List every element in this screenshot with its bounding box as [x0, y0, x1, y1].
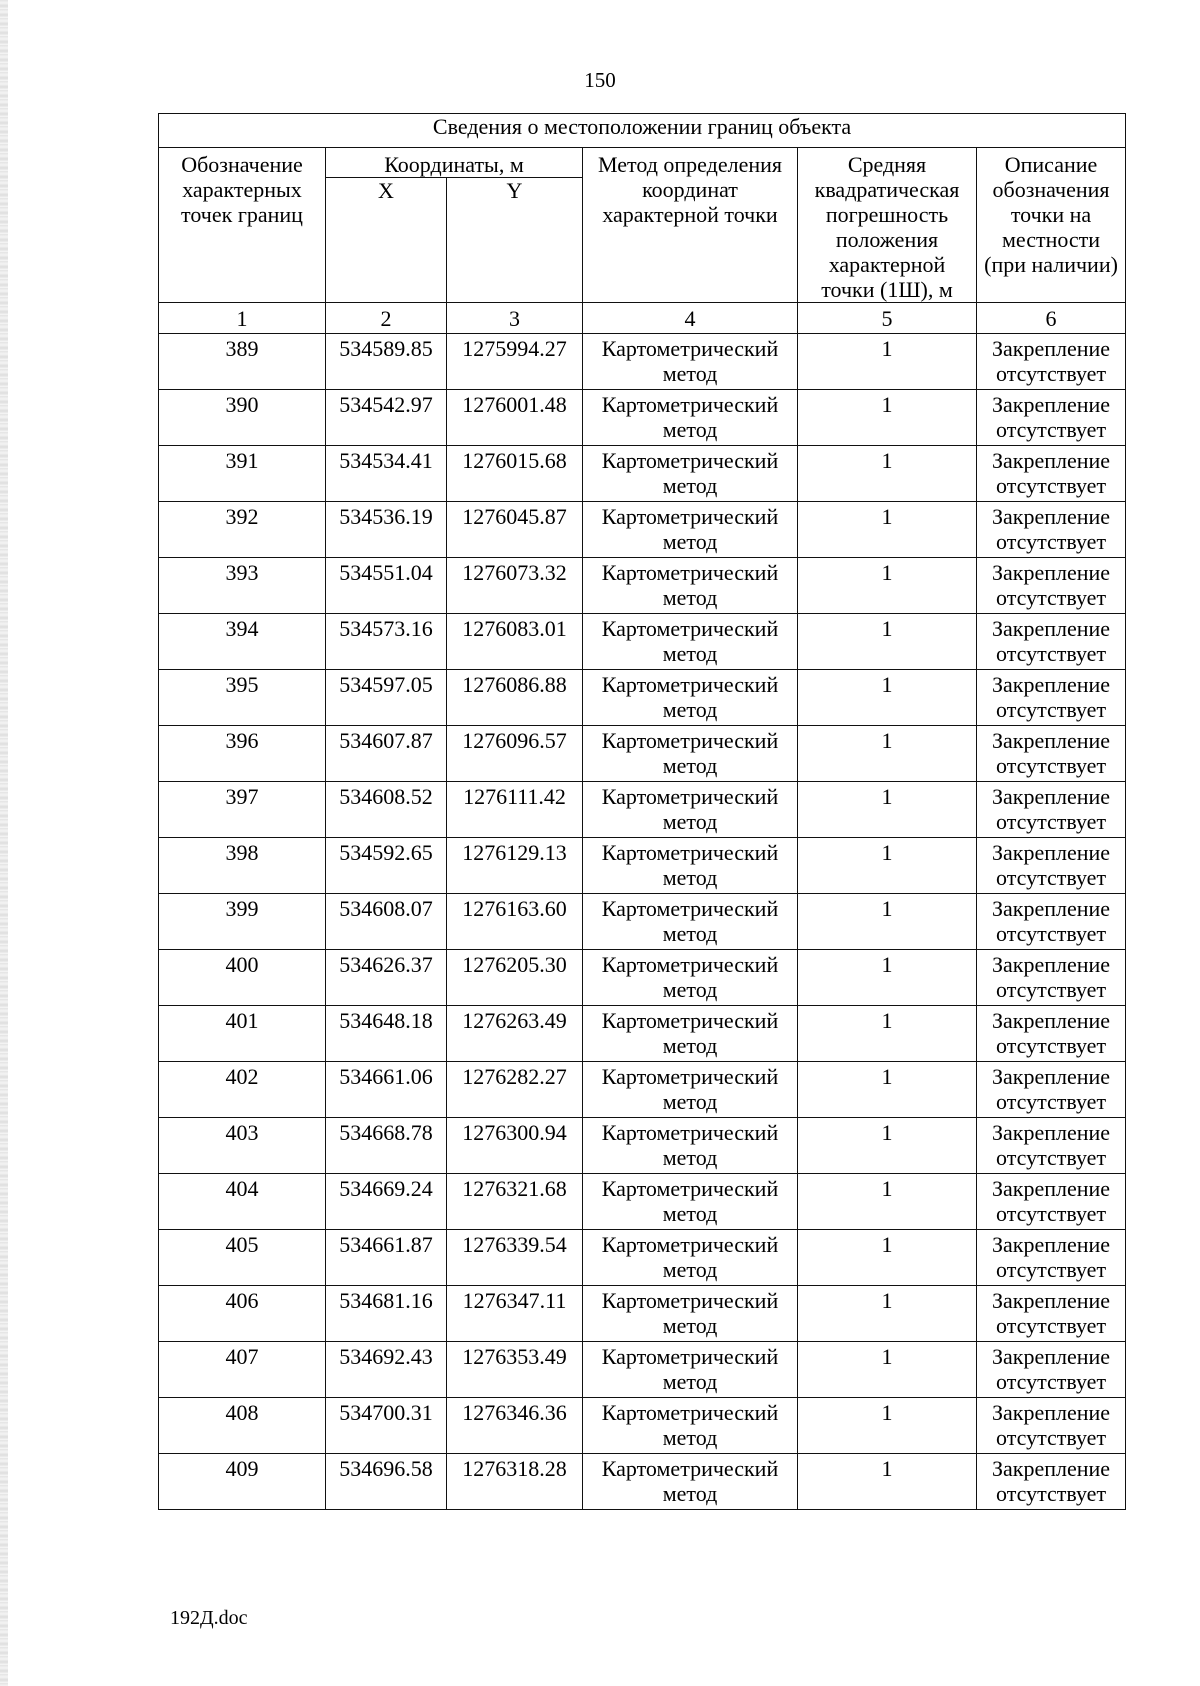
- x-coordinate-cell: 534592.65: [326, 838, 447, 894]
- point-id-cell: 402: [159, 1062, 326, 1118]
- method-cell: Картометрический метод: [583, 1398, 798, 1454]
- mean-error-cell: 1: [798, 614, 977, 670]
- y-coordinate-cell: 1275994.27: [447, 334, 583, 390]
- description-cell: Закрепление отсутствует: [977, 670, 1126, 726]
- table-title: Сведения о местоположении границ объекта: [159, 114, 1126, 148]
- y-coordinate-cell: 1276339.54: [447, 1230, 583, 1286]
- mean-error-cell: 1: [798, 1454, 977, 1510]
- mean-error-cell: 1: [798, 446, 977, 502]
- header-method: Метод определения координат характерной точки: [583, 148, 798, 303]
- table-row: [159, 838, 1126, 894]
- method-cell: Картометрический метод: [583, 558, 798, 614]
- point-id-cell: 393: [159, 558, 326, 614]
- description-cell: Закрепление отсутствует: [977, 726, 1126, 782]
- y-coordinate-cell: 1276347.11: [447, 1286, 583, 1342]
- point-id-cell: 409: [159, 1454, 326, 1510]
- description-cell: Закрепление отсутствует: [977, 950, 1126, 1006]
- table-row: [159, 1342, 1126, 1398]
- page-number: 150: [584, 68, 616, 92]
- mean-error-cell: 1: [798, 1118, 977, 1174]
- x-coordinate-cell: 534626.37: [326, 950, 447, 1006]
- y-coordinate-cell: 1276353.49: [447, 1342, 583, 1398]
- x-coordinate-cell: 534608.07: [326, 894, 447, 950]
- y-coordinate-cell: 1276073.32: [447, 558, 583, 614]
- description-cell: Закрепление отсутствует: [977, 894, 1126, 950]
- method-cell: Картометрический метод: [583, 894, 798, 950]
- method-cell: Картометрический метод: [583, 950, 798, 1006]
- header-coordinates: Координаты, м: [326, 148, 583, 178]
- x-coordinate-cell: 534597.05: [326, 670, 447, 726]
- y-coordinate-cell: 1276096.57: [447, 726, 583, 782]
- boundary-coordinates-table: [158, 113, 1126, 1510]
- mean-error-cell: 1: [798, 1174, 977, 1230]
- point-id-cell: 389: [159, 334, 326, 390]
- table-row: [159, 1174, 1126, 1230]
- x-coordinate-cell: 534669.24: [326, 1174, 447, 1230]
- table-row: [159, 670, 1126, 726]
- description-cell: Закрепление отсутствует: [977, 390, 1126, 446]
- method-cell: Картометрический метод: [583, 1062, 798, 1118]
- method-cell: Картометрический метод: [583, 782, 798, 838]
- point-id-cell: 401: [159, 1006, 326, 1062]
- point-id-cell: 394: [159, 614, 326, 670]
- point-id-cell: 397: [159, 782, 326, 838]
- mean-error-cell: 1: [798, 670, 977, 726]
- x-coordinate-cell: 534696.58: [326, 1454, 447, 1510]
- x-coordinate-cell: 534681.16: [326, 1286, 447, 1342]
- mean-error-cell: 1: [798, 1062, 977, 1118]
- x-coordinate-cell: 534589.85: [326, 334, 447, 390]
- point-id-cell: 392: [159, 502, 326, 558]
- header-mean-error: Средняя квадратическая погрешность положения характерной точки (1Ш), м: [798, 148, 977, 303]
- description-cell: Закрепление отсутствует: [977, 1006, 1126, 1062]
- method-cell: Картометрический метод: [583, 1286, 798, 1342]
- x-coordinate-cell: 534648.18: [326, 1006, 447, 1062]
- point-id-cell: 407: [159, 1342, 326, 1398]
- x-coordinate-cell: 534692.43: [326, 1342, 447, 1398]
- description-cell: Закрепление отсутствует: [977, 614, 1126, 670]
- point-id-cell: 405: [159, 1230, 326, 1286]
- mean-error-cell: 1: [798, 1342, 977, 1398]
- table-row: [159, 1062, 1126, 1118]
- description-cell: Закрепление отсутствует: [977, 1230, 1126, 1286]
- y-coordinate-cell: 1276263.49: [447, 1006, 583, 1062]
- description-cell: Закрепление отсутствует: [977, 1398, 1126, 1454]
- x-coordinate-cell: 534534.41: [326, 446, 447, 502]
- description-cell: Закрепление отсутствует: [977, 1342, 1126, 1398]
- y-coordinate-cell: 1276015.68: [447, 446, 583, 502]
- column-number: 4: [583, 303, 798, 334]
- mean-error-cell: 1: [798, 950, 977, 1006]
- mean-error-cell: 1: [798, 1286, 977, 1342]
- method-cell: Картометрический метод: [583, 1118, 798, 1174]
- table-row: [159, 894, 1126, 950]
- table-row: [159, 390, 1126, 446]
- y-coordinate-cell: 1276282.27: [447, 1062, 583, 1118]
- mean-error-cell: 1: [798, 1230, 977, 1286]
- x-coordinate-cell: 534536.19: [326, 502, 447, 558]
- y-coordinate-cell: 1276086.88: [447, 670, 583, 726]
- method-cell: Картометрический метод: [583, 614, 798, 670]
- point-id-cell: 406: [159, 1286, 326, 1342]
- description-cell: Закрепление отсутствует: [977, 558, 1126, 614]
- y-coordinate-cell: 1276300.94: [447, 1118, 583, 1174]
- table-row: [159, 1230, 1126, 1286]
- method-cell: Картометрический метод: [583, 1006, 798, 1062]
- mean-error-cell: 1: [798, 838, 977, 894]
- method-cell: Картометрический метод: [583, 502, 798, 558]
- x-coordinate-cell: 534661.87: [326, 1230, 447, 1286]
- y-coordinate-cell: 1276205.30: [447, 950, 583, 1006]
- table-row: [159, 558, 1126, 614]
- header-x: X: [326, 178, 447, 303]
- method-cell: Картометрический метод: [583, 726, 798, 782]
- scan-edge: [0, 0, 8, 1686]
- table-row: [159, 1006, 1126, 1062]
- y-coordinate-cell: 1276129.13: [447, 838, 583, 894]
- header-y: Y: [447, 178, 583, 303]
- table-row: [159, 1118, 1126, 1174]
- x-coordinate-cell: 534551.04: [326, 558, 447, 614]
- table-row: [159, 614, 1126, 670]
- point-id-cell: 408: [159, 1398, 326, 1454]
- column-number: 1: [159, 303, 326, 334]
- mean-error-cell: 1: [798, 782, 977, 838]
- point-id-cell: 400: [159, 950, 326, 1006]
- column-number: 5: [798, 303, 977, 334]
- description-cell: Закрепление отсутствует: [977, 334, 1126, 390]
- y-coordinate-cell: 1276045.87: [447, 502, 583, 558]
- mean-error-cell: 1: [798, 894, 977, 950]
- description-cell: Закрепление отсутствует: [977, 1286, 1126, 1342]
- point-id-cell: 398: [159, 838, 326, 894]
- mean-error-cell: 1: [798, 726, 977, 782]
- table-row: [159, 726, 1126, 782]
- method-cell: Картометрический метод: [583, 670, 798, 726]
- y-coordinate-cell: 1276111.42: [447, 782, 583, 838]
- table-row: [159, 502, 1126, 558]
- header-description: Описание обозначения точки на местности (при наличии): [977, 148, 1126, 303]
- mean-error-cell: 1: [798, 558, 977, 614]
- column-number: 3: [447, 303, 583, 334]
- method-cell: Картометрический метод: [583, 1454, 798, 1510]
- point-id-cell: 396: [159, 726, 326, 782]
- description-cell: Закрепление отсутствует: [977, 1062, 1126, 1118]
- x-coordinate-cell: 534607.87: [326, 726, 447, 782]
- point-id-cell: 395: [159, 670, 326, 726]
- table-row: [159, 1454, 1126, 1510]
- method-cell: Картометрический метод: [583, 1174, 798, 1230]
- table-row: [159, 782, 1126, 838]
- point-id-cell: 399: [159, 894, 326, 950]
- description-cell: Закрепление отсутствует: [977, 446, 1126, 502]
- document-filename: 192Д.doc: [170, 1607, 248, 1629]
- column-number: 2: [326, 303, 447, 334]
- method-cell: Картометрический метод: [583, 1342, 798, 1398]
- x-coordinate-cell: 534573.16: [326, 614, 447, 670]
- method-cell: Картометрический метод: [583, 838, 798, 894]
- description-cell: Закрепление отсутствует: [977, 1454, 1126, 1510]
- point-id-cell: 403: [159, 1118, 326, 1174]
- method-cell: Картометрический метод: [583, 334, 798, 390]
- x-coordinate-cell: 534661.06: [326, 1062, 447, 1118]
- point-id-cell: 391: [159, 446, 326, 502]
- y-coordinate-cell: 1276001.48: [447, 390, 583, 446]
- method-cell: Картометрический метод: [583, 446, 798, 502]
- description-cell: Закрепление отсутствует: [977, 502, 1126, 558]
- method-cell: Картометрический метод: [583, 390, 798, 446]
- y-coordinate-cell: 1276163.60: [447, 894, 583, 950]
- column-number: 6: [977, 303, 1126, 334]
- table-row: [159, 1286, 1126, 1342]
- table-row: [159, 446, 1126, 502]
- description-cell: Закрепление отсутствует: [977, 1118, 1126, 1174]
- point-id-cell: 390: [159, 390, 326, 446]
- x-coordinate-cell: 534700.31: [326, 1398, 447, 1454]
- y-coordinate-cell: 1276346.36: [447, 1398, 583, 1454]
- x-coordinate-cell: 534668.78: [326, 1118, 447, 1174]
- method-cell: Картометрический метод: [583, 1230, 798, 1286]
- mean-error-cell: 1: [798, 1006, 977, 1062]
- description-cell: Закрепление отсутствует: [977, 1174, 1126, 1230]
- mean-error-cell: 1: [798, 334, 977, 390]
- table-row: [159, 1398, 1126, 1454]
- y-coordinate-cell: 1276083.01: [447, 614, 583, 670]
- x-coordinate-cell: 534608.52: [326, 782, 447, 838]
- header-point-designation: Обозначение характерных точек границ: [159, 148, 326, 303]
- table-row: [159, 334, 1126, 390]
- y-coordinate-cell: 1276318.28: [447, 1454, 583, 1510]
- point-id-cell: 404: [159, 1174, 326, 1230]
- table-row: [159, 950, 1126, 1006]
- description-cell: Закрепление отсутствует: [977, 782, 1126, 838]
- description-cell: Закрепление отсутствует: [977, 838, 1126, 894]
- y-coordinate-cell: 1276321.68: [447, 1174, 583, 1230]
- mean-error-cell: 1: [798, 1398, 977, 1454]
- mean-error-cell: 1: [798, 502, 977, 558]
- mean-error-cell: 1: [798, 390, 977, 446]
- x-coordinate-cell: 534542.97: [326, 390, 447, 446]
